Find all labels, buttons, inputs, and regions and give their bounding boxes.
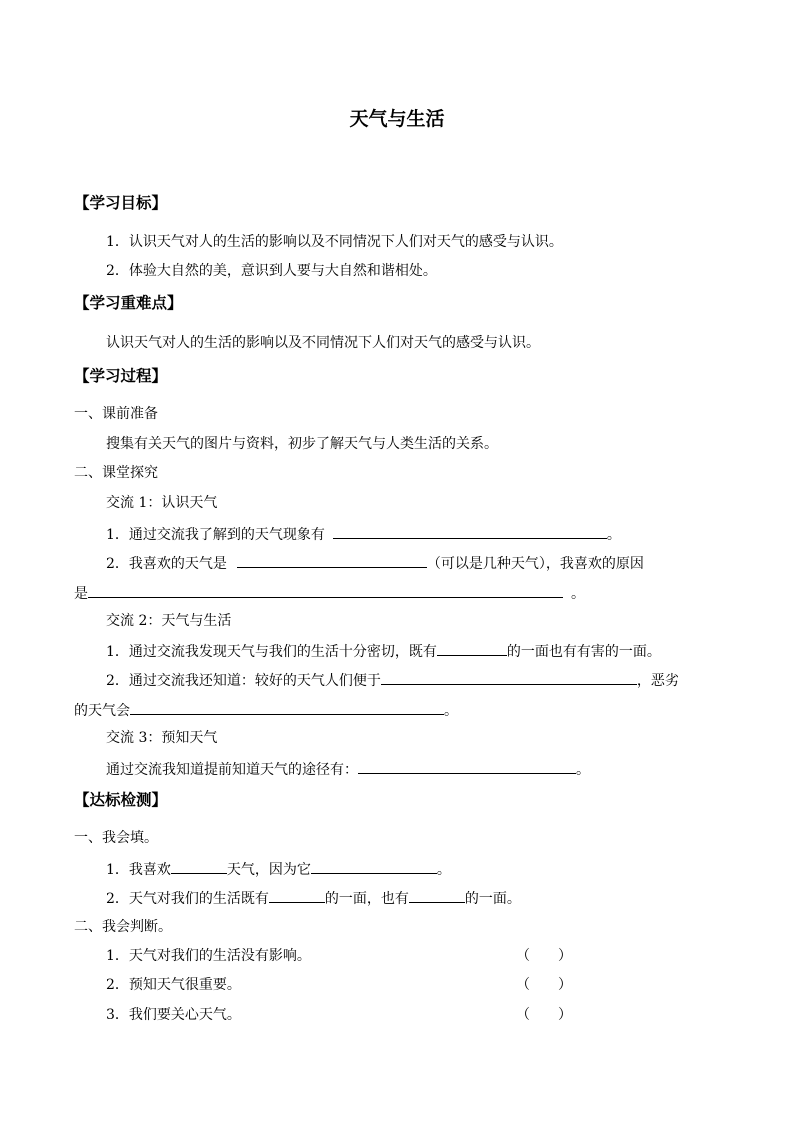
- exchange-1-question-1: [106, 524, 621, 544]
- fill-1-part-c: 。: [436, 862, 451, 878]
- goals-heading: 【学习目标】: [74, 193, 168, 212]
- answer-blank[interactable]: [237, 553, 427, 568]
- exchange-2-question-2-line-2: [74, 700, 458, 720]
- fill-1-part-a: 1．我喜欢: [106, 862, 171, 878]
- explore-heading: 二、课堂探究: [74, 465, 158, 481]
- key-points-heading: 【学习重难点】: [74, 293, 183, 312]
- process-heading: 【学习过程】: [74, 366, 168, 385]
- judge-item-3-answer[interactable]: （ ）: [516, 1007, 572, 1023]
- judge-item-1-text: 1．天气对我们的生活没有影响。: [106, 948, 311, 964]
- exchange-2-q2-line2-prefix: 的天气会: [74, 703, 130, 719]
- fill-2-part-a: 2．天气对我们的生活既有: [106, 891, 269, 907]
- answer-blank[interactable]: [358, 759, 576, 774]
- answer-blank[interactable]: [333, 524, 607, 539]
- exchange-3-suffix: 。: [576, 762, 590, 778]
- exchange-1-q1-suffix: 。: [606, 527, 621, 543]
- prep-heading: 一、课前准备: [74, 406, 158, 422]
- fill-2-part-b: 的一面，也有: [324, 891, 409, 907]
- answer-blank[interactable]: [437, 641, 507, 656]
- answer-blank[interactable]: [88, 583, 563, 598]
- exchange-2-title: 交流 2：天气与生活: [106, 613, 232, 629]
- exchange-1-q2-middle: （可以是几种天气），我喜欢的原因: [426, 556, 644, 572]
- key-points-text: 认识天气对人的生活的影响以及不同情况下人们对天气的感受与认识。: [106, 335, 540, 351]
- exchange-3-question: [106, 759, 590, 779]
- answer-blank[interactable]: [269, 888, 325, 903]
- exchange-2-q1-prefix: 1．通过交流我发现天气与我们的生活十分密切，既有: [106, 644, 437, 660]
- exchange-2-question-2: [106, 670, 679, 690]
- judge-heading: 二、我会判断。: [74, 919, 172, 935]
- answer-blank[interactable]: [311, 859, 437, 874]
- goal-item-1: 1．认识天气对人的生活的影响以及不同情况下人们对天气的感受与认识。: [106, 234, 563, 250]
- exchange-2-q2-prefix: 2．通过交流我还知道：较好的天气人们便于: [106, 673, 381, 689]
- prep-text: 搜集有关天气的图片与资料，初步了解天气与人类生活的关系。: [106, 436, 498, 452]
- exchange-3-title: 交流 3：预知天气: [106, 730, 218, 746]
- exchange-2-question-1: [106, 641, 661, 661]
- fill-1-part-b: 天气，因为它: [226, 862, 311, 878]
- exchange-1-question-2-line-2: [74, 583, 585, 603]
- exchange-2-q2-line2-suffix: 。: [444, 703, 458, 719]
- exchange-2-q1-suffix: 的一面也有有害的一面。: [506, 644, 661, 660]
- judge-item-1-answer[interactable]: （ ）: [516, 948, 572, 964]
- fill-2-part-c: 的一面。: [464, 891, 521, 907]
- exchange-1-q2-prefix: 2．我喜欢的天气是: [106, 556, 227, 572]
- exchange-1-title: 交流 1：认识天气: [106, 495, 218, 511]
- goal-item-2: 2．体验大自然的美，意识到人要与大自然和谐相处。: [106, 263, 437, 279]
- answer-blank[interactable]: [130, 700, 444, 715]
- answer-blank[interactable]: [171, 859, 227, 874]
- fill-question-1: [106, 859, 451, 879]
- exchange-1-question-2: [106, 553, 644, 573]
- judge-item-3-text: 3．我们要关心天气。: [106, 1007, 241, 1023]
- judge-item-2-answer[interactable]: （ ）: [516, 977, 572, 993]
- exchange-1-q1-prefix: 1．通过交流我了解到的天气现象有: [106, 527, 325, 543]
- answer-blank[interactable]: [409, 888, 465, 903]
- exchange-1-q2-line2-prefix: 是: [74, 586, 88, 602]
- exchange-3-prefix: 通过交流我知道提前知道天气的途径有：: [106, 762, 358, 778]
- test-heading: 【达标检测】: [74, 790, 168, 809]
- answer-blank[interactable]: [381, 670, 637, 685]
- fill-question-2: [106, 888, 521, 908]
- page-title: 天气与生活: [349, 108, 445, 130]
- exchange-2-q2-suffix: ，恶劣: [636, 673, 679, 689]
- judge-item-2-text: 2．预知天气很重要。: [106, 977, 241, 993]
- fill-heading: 一、我会填。: [74, 830, 158, 846]
- exchange-1-q2-line2-suffix: 。: [571, 586, 585, 602]
